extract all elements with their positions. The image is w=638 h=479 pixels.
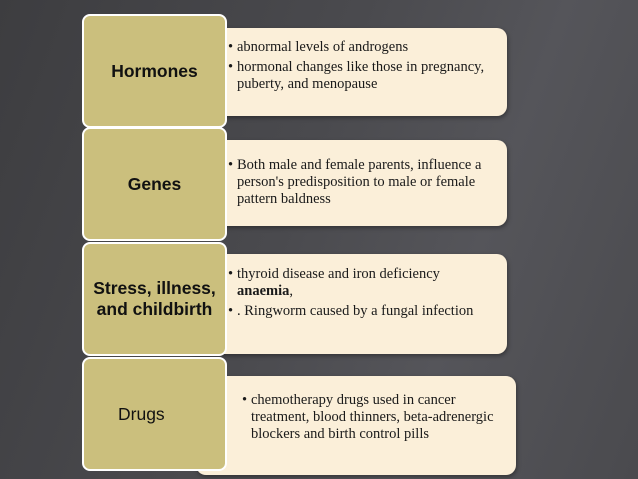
hormones-detail-box [186, 28, 507, 116]
stress-label [82, 242, 227, 356]
stress-point-2: • . Ringworm caused by a fungal infection [228, 303, 497, 320]
drugs-label [82, 357, 227, 471]
stress-point-1-text: thyroid disease and iron deficiency [237, 266, 440, 282]
genes-label [82, 127, 227, 241]
hormones-label-text: Hormones [111, 61, 198, 81]
stress-point-1-bold: anaemia [237, 283, 290, 299]
hormones-points [228, 39, 497, 93]
genes-label-text: Genes [127, 174, 182, 194]
drugs-points [242, 392, 502, 443]
stress-label-text: Stress, illness, and childbirth [93, 278, 216, 319]
stress-point-1 [228, 266, 497, 300]
genes-point-1: • Both male and female parents, influence a person's predisposition to male or female pattern baldness [228, 157, 493, 208]
hormones-label [82, 14, 227, 128]
hormones-point-1: • abnormal levels of androgens [228, 39, 497, 56]
stress-point-1-after: , [289, 283, 293, 299]
drugs-point-1: • chemotherapy drugs used in cancer treatment, blood thinners, beta-adrenergic blockers and birth control pills [242, 392, 502, 443]
genes-detail-box [186, 140, 507, 226]
drugs-label-text: Drugs [118, 404, 165, 424]
hormones-point-2: • hormonal changes like those in pregnancy, puberty, and menopause [228, 59, 497, 93]
stress-detail-box [186, 254, 507, 354]
genes-points [228, 157, 493, 208]
drugs-detail-box [196, 376, 516, 475]
stress-points [228, 266, 497, 320]
